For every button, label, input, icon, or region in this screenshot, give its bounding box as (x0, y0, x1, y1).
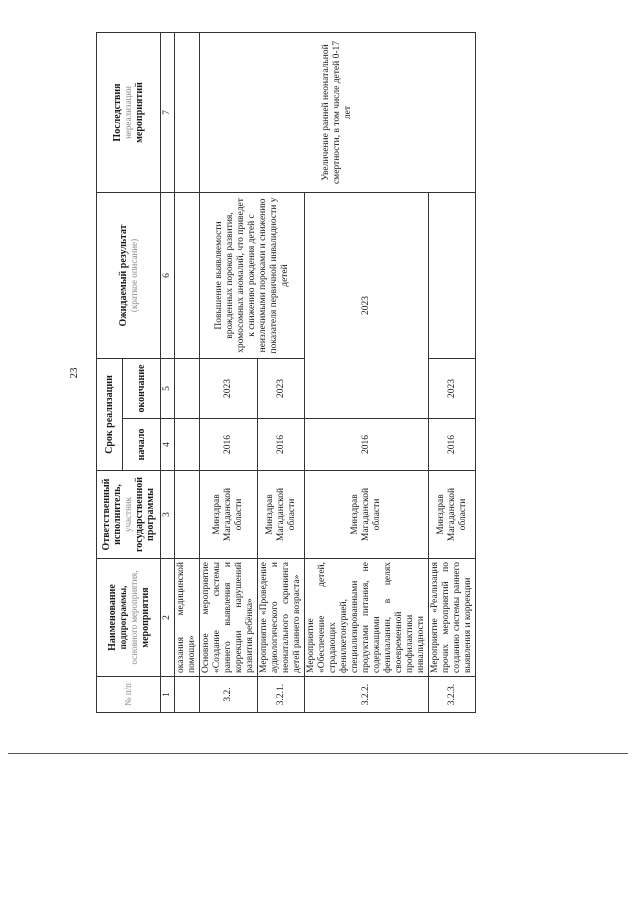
header-row-1 (97, 33, 123, 713)
table-row (200, 33, 258, 713)
row-consequences: Увеличение ранней неонатальной смертности, в том числе детей 0-17 лет (200, 33, 476, 193)
row-name: Мероприятие «Проведение аудиологического и неонатального скрининга детей раннего возраста» (258, 559, 305, 677)
header-result: Ожидаемый результат (краткое описание) (97, 193, 161, 359)
row-end: 2023 (429, 359, 476, 419)
column-number: 6 (161, 193, 175, 359)
header-responsible: Ответственный исполнитель, участник государственной программы (97, 471, 161, 559)
row-start: 2016 (305, 419, 429, 471)
table-row (175, 33, 200, 713)
row-result (175, 193, 200, 359)
row-end: 2023 (258, 359, 305, 419)
row-end: 2023 (305, 193, 429, 419)
row-num: 3.2.1. (258, 677, 305, 713)
header-term: Срок реализации (97, 359, 123, 471)
row-responsible: Минздрав Магаданской области (305, 471, 429, 559)
row-name: оказания медицинской помощи» (175, 559, 200, 677)
row-result (429, 193, 476, 359)
column-number-row (161, 33, 175, 713)
row-num (175, 677, 200, 713)
header-consequences: Последствия нереализации мероприятий (97, 33, 161, 193)
row-start: 2016 (258, 419, 305, 471)
row-start: 2016 (429, 419, 476, 471)
header-num: № п/п (97, 677, 161, 713)
header-start: начало (123, 419, 161, 471)
row-responsible: Минздрав Магаданской области (258, 471, 305, 559)
column-number: 7 (161, 33, 175, 193)
column-number: 5 (161, 359, 175, 419)
row-consequences (175, 33, 200, 193)
row-end: 2023 (200, 359, 258, 419)
row-responsible: Минздрав Магаданской области (429, 471, 476, 559)
row-start: 2016 (200, 419, 258, 471)
column-number: 2 (161, 559, 175, 677)
column-number: 1 (161, 677, 175, 713)
header-name: Наименование подпрограммы, основного мероприятия, мероприятия (97, 559, 161, 677)
row-start (175, 419, 200, 471)
row-responsible (175, 471, 200, 559)
page-number: 23 (68, 367, 80, 379)
header-end: окончание (123, 359, 161, 419)
program-table (96, 32, 476, 713)
row-num: 3.2.3. (429, 677, 476, 713)
row-name: Мероприятие «Реализация прочих мероприятий по созданию системы раннего выявления и коррекции (429, 559, 476, 677)
row-result: Повышение выявляемости врожденных пороков развития, хромосомных аномалий, что приведет к снижению рождения детей с неизлечимыми пороками и снижению показателя первичной инвалидности у детей (200, 193, 305, 359)
row-responsible: Минздрав Магаданской области (200, 471, 258, 559)
column-number: 4 (161, 419, 175, 471)
row-num: 3.2. (200, 677, 258, 713)
row-end (175, 359, 200, 419)
row-name: Основное мероприятие «Создание системы раннего выявления и коррекции нарушений развития ребёнка» (200, 559, 258, 677)
column-number: 3 (161, 471, 175, 559)
page-separator-line (8, 753, 628, 754)
row-num: 3.2.2. (305, 677, 429, 713)
row-name: Мероприятие «Обеспечение детей, страдающих фенилкетонурией, специализированными продуктами питания, не содержащими фенилаланин, в целях своевременной профилактики инвалидности (305, 559, 429, 677)
rotated-content (68, 33, 473, 713)
